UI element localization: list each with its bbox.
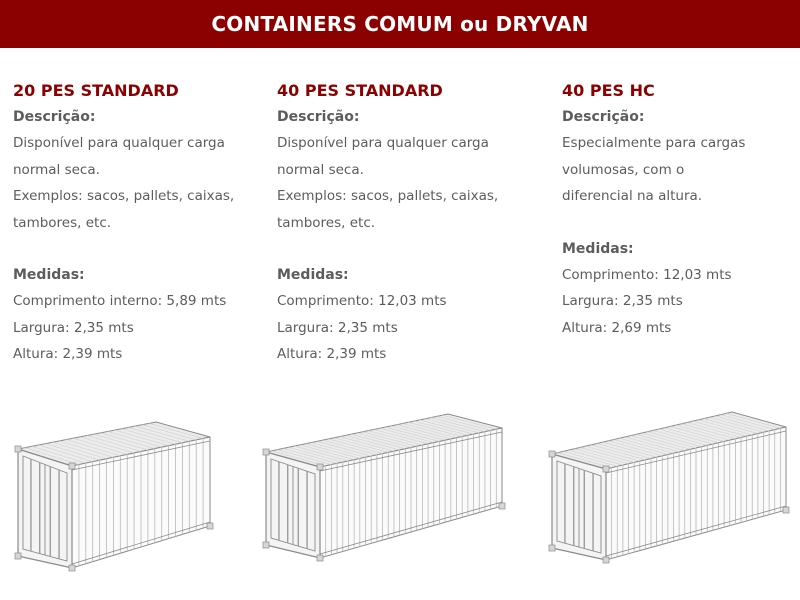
container-title: 40 PES HC bbox=[562, 81, 655, 100]
description-line: volumosas, com o bbox=[562, 161, 685, 178]
measure-length: Comprimento interno: 5,89 mts bbox=[13, 293, 227, 309]
description-line: tambores, etc. bbox=[13, 214, 112, 231]
page-title: CONTAINERS COMUM ou DRYVAN bbox=[211, 12, 589, 36]
measure-height: Altura: 2,39 mts bbox=[13, 346, 123, 362]
description-line: Disponível para qualquer carga bbox=[277, 135, 489, 151]
description-line: normal seca. bbox=[13, 161, 100, 178]
description-label: Descrição: bbox=[562, 109, 645, 125]
description-line: tambores, etc. bbox=[277, 214, 376, 231]
measures-label: Medidas: bbox=[13, 267, 85, 283]
description-label: Descrição: bbox=[277, 109, 360, 125]
container-title: 20 PES STANDARD bbox=[13, 81, 179, 100]
measure-height: Altura: 2,39 mts bbox=[277, 346, 387, 362]
measure-width: Largura: 2,35 mts bbox=[13, 319, 134, 336]
description-line: normal seca. bbox=[277, 161, 364, 178]
measure-length: Comprimento: 12,03 mts bbox=[277, 293, 447, 309]
description-line: Exemplos: sacos, pallets, caixas, bbox=[13, 188, 235, 204]
description-line: Especialmente para cargas bbox=[562, 135, 746, 151]
description-line: Exemplos: sacos, pallets, caixas, bbox=[277, 188, 499, 204]
measure-length: Comprimento: 12,03 mts bbox=[562, 266, 732, 283]
description-line: Disponível para qualquer carga bbox=[13, 135, 225, 151]
description-line: diferencial na altura. bbox=[562, 188, 703, 204]
measures-label: Medidas: bbox=[562, 240, 634, 257]
measure-height: Altura: 2,69 mts bbox=[562, 319, 672, 336]
measure-width: Largura: 2,35 mts bbox=[562, 293, 683, 309]
description-label: Descrição: bbox=[13, 109, 96, 125]
measures-label: Medidas: bbox=[277, 267, 349, 283]
container-title: 40 PES STANDARD bbox=[277, 81, 443, 100]
measure-width: Largura: 2,35 mts bbox=[277, 319, 398, 336]
